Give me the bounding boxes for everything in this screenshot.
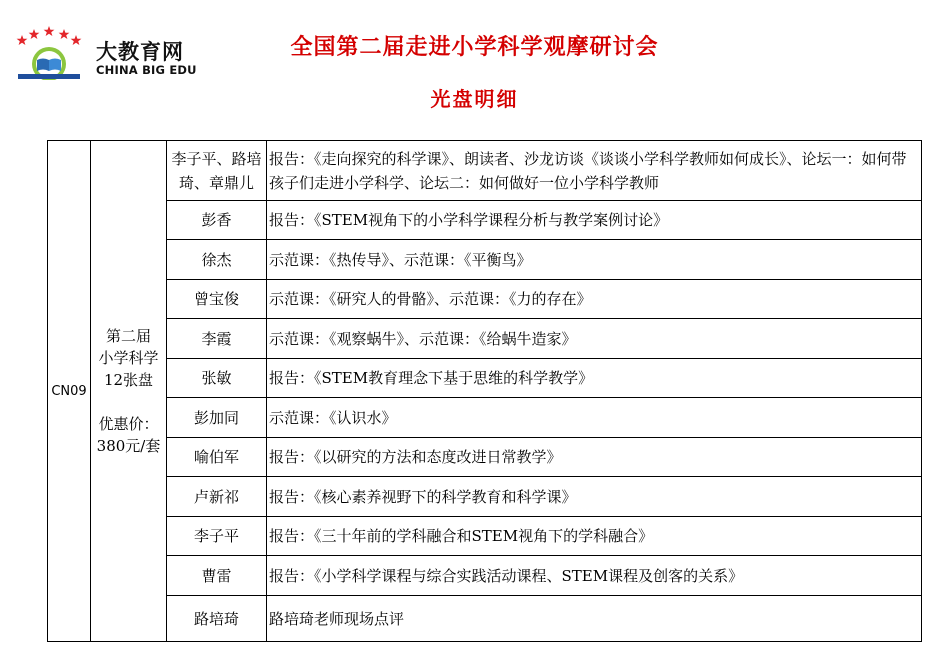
content-cell: 报告：《以研究的方法和态度改进日常教学》 bbox=[267, 438, 922, 477]
content-cell: 报告：《STEM教育理念下基于思维的科学教学》 bbox=[267, 359, 922, 398]
product-code: CN09 bbox=[48, 141, 91, 642]
speaker-cell: 徐杰 bbox=[167, 240, 267, 280]
disc-count-label: 12张盘 bbox=[103, 371, 154, 389]
table-row bbox=[48, 240, 922, 280]
speaker-cell: 李子平 bbox=[167, 517, 267, 556]
logo-name-en: CHINA BIG EDU bbox=[96, 63, 197, 77]
content-cell: 路培琦老师现场点评 bbox=[267, 596, 922, 642]
content-cell: 示范课：《热传导》、示范课：《平衡鸟》 bbox=[267, 240, 922, 280]
speaker-cell: 彭香 bbox=[167, 201, 267, 240]
logo-name-cn: 大教育网 bbox=[96, 40, 184, 64]
speaker-cell: 张敏 bbox=[167, 359, 267, 398]
speaker-cell: 曹雷 bbox=[167, 556, 267, 596]
logo bbox=[12, 12, 212, 82]
product-info bbox=[91, 141, 167, 642]
price-value: 380元/套 bbox=[96, 437, 161, 455]
page-title: 全国第二届走进小学科学观摩研讨会 bbox=[290, 34, 659, 60]
speaker-cell: 路培琦 bbox=[167, 596, 267, 642]
table-row bbox=[48, 596, 922, 642]
subject-label: 小学科学 bbox=[98, 349, 159, 367]
table-row bbox=[48, 141, 922, 201]
page-subtitle: 光盘明细 bbox=[430, 87, 519, 111]
content-cell: 报告：《走向探究的科学课》、朗读者、沙龙访谈《谈谈小学科学教师如何成长》、论坛一：如何带孩子们走进小学科学、论坛二：如何做好一位小学科学教师 bbox=[267, 141, 922, 201]
table-row bbox=[48, 517, 922, 556]
table-row bbox=[48, 438, 922, 477]
content-cell: 报告：《小学科学课程与综合实践活动课程、STEM课程及创客的关系》 bbox=[267, 556, 922, 596]
content-cell: 报告：《三十年前的学科融合和STEM视角下的学科融合》 bbox=[267, 517, 922, 556]
table-row bbox=[48, 398, 922, 438]
speaker-cell: 彭加同 bbox=[167, 398, 267, 438]
speaker-cell: 卢新祁 bbox=[167, 477, 267, 517]
speaker-cell: 曾宝俊 bbox=[167, 280, 267, 319]
content-cell: 报告：《STEM视角下的小学科学课程分析与教学案例讨论》 bbox=[267, 201, 922, 240]
speaker-cell: 李子平、路培琦、章鼎儿 bbox=[167, 141, 267, 201]
content-cell: 示范课：《观察蜗牛》、示范课：《给蜗牛造家》 bbox=[267, 319, 922, 359]
speaker-cell: 喻伯军 bbox=[167, 438, 267, 477]
table-row bbox=[48, 359, 922, 398]
table-row bbox=[48, 280, 922, 319]
table-row bbox=[48, 556, 922, 596]
content-cell: 报告：《核心素养视野下的科学教育和科学课》 bbox=[267, 477, 922, 517]
price-label: 优惠价： bbox=[98, 415, 159, 433]
content-cell: 示范课：《认识水》 bbox=[267, 398, 922, 438]
book-emblem-icon bbox=[16, 26, 90, 80]
speaker-cell: 李霞 bbox=[167, 319, 267, 359]
table-row bbox=[48, 319, 922, 359]
disc-detail-table bbox=[47, 140, 922, 642]
table-row bbox=[48, 201, 922, 240]
table-row bbox=[48, 477, 922, 517]
edition-label: 第二届 bbox=[105, 327, 151, 345]
content-cell: 示范课：《研究人的骨骼》、示范课：《力的存在》 bbox=[267, 280, 922, 319]
